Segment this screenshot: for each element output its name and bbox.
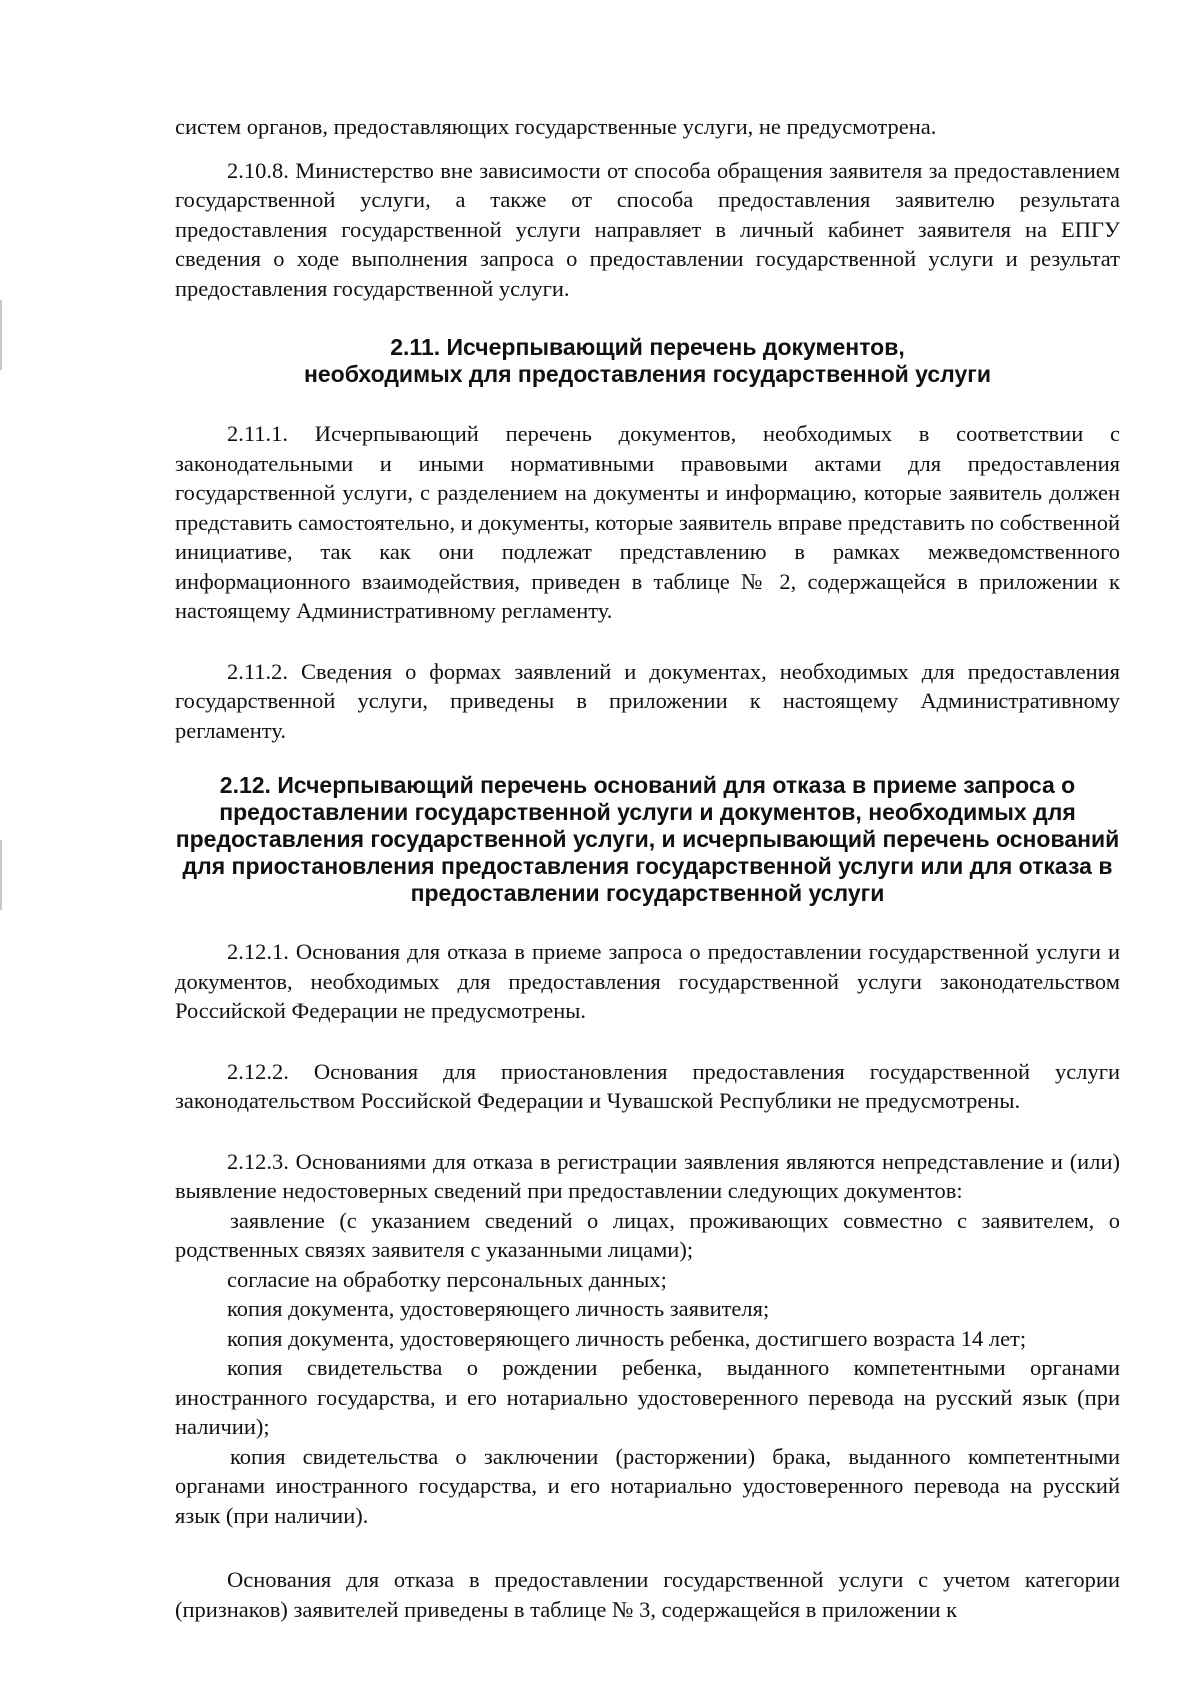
list-item: копия документа, удостоверяющего личность ребенка, достигшего возраста 14 лет; [227,1325,1027,1351]
heading-2-12: 2.12. Исчерпывающий перечень оснований для отказа в приеме запроса о предоставлении государственной услуги и документов, необходимых для предоставления государственной услуги, и исчерпывающий перечень оснований для приостановления предоставления государственной услуги или для отказа в предоставлении государственной услуги [175,772,1120,906]
list-item: согласие на обработку персональных данных; [227,1266,667,1292]
scan-mark [0,300,2,370]
paragraph-2-12-3: 2.12.3. Основаниями для отказа в регистрации заявления являются непредставление и (или) выявление недостоверных сведений при предоставлении следующих документов: [175,1148,1120,1203]
paragraph-last: Основания для отказа в предоставлении государственной услуги с учетом категории (признаков) заявителей приведены в таблице № 3, содержащейся в приложении к [175,1567,1120,1622]
paragraph-2-11-2: 2.11.2. Сведения о формах заявлений и документах, необходимых для предоставления государственной услуги, приведены в приложении к настоящему Административному регламенту. [175,658,1120,743]
paragraph-2-12-2: 2.12.2. Основания для приостановления предоставления государственной услуги законодательством Российской Федерации и Чувашской Республики не предусмотрены. [175,1058,1120,1113]
paragraph-2-12-1: 2.12.1. Основания для отказа в приеме запроса о предоставлении государственной услуги и документов, необходимых для предоставления государственной услуги законодательством Российской Федерации не предусмотрены. [175,939,1120,1023]
heading-2-11-line-2: необходимых для предоставления государственной услуги [304,361,991,387]
paragraph-2-11-1: 2.11.1. Исчерпывающий перечень документов, необходимых в соответствии с законодательными и иными нормативными правовыми актами для предоставления государственной услуги, с разделением на документы и информацию, которые заявитель должен представить самостоятельно, и документы, которые заявитель вправе представить по собственной инициативе, так как они подлежат представлению в рамках межведомственного информационного взаимодействия, приведен в таблице № 2, содержащейся в приложении к настоящему Административному регламенту. [175,421,1120,623]
list-item: копия свидетельства о заключении (расторжении) брака, выданного компетентными органами иностранного государства, и его нотариально удостоверенного перевода на русский язык (при наличии). [175,1443,1120,1528]
scan-mark [0,840,2,910]
heading-2-11-line-1: 2.11. Исчерпывающий перечень документов, [390,334,905,360]
document-list [175,1206,1120,1531]
heading-2-11 [175,334,1120,388]
list-item: копия документа, удостоверяющего личность заявителя; [227,1296,770,1321]
paragraph-top: систем органов, предоставляющих государственные услуги, не предусмотрена. [175,114,937,139]
document-body [175,112,1120,1624]
paragraph-2-10-8: 2.10.8. Министерство вне зависимости от способа обращения заявителя за предоставлением государственной услуги, а также от способа предоставления заявителю результата предоставления государственной услуги направляет в личный кабинет заявителя на ЕПГУ сведения о ходе выполнения запроса о предоставлении государственной услуги и результат предоставления государственной услуги. [175,157,1120,301]
list-item: заявление (с указанием сведений о лицах, проживающих совместно с заявителем, о родственных связях заявителя с указанными лицами); [175,1207,1120,1262]
list-item: копия свидетельства о рождении ребенка, выданного компетентными органами иностранного государства, и его нотариально удостоверенного перевода на русский язык (при наличии); [175,1355,1120,1439]
